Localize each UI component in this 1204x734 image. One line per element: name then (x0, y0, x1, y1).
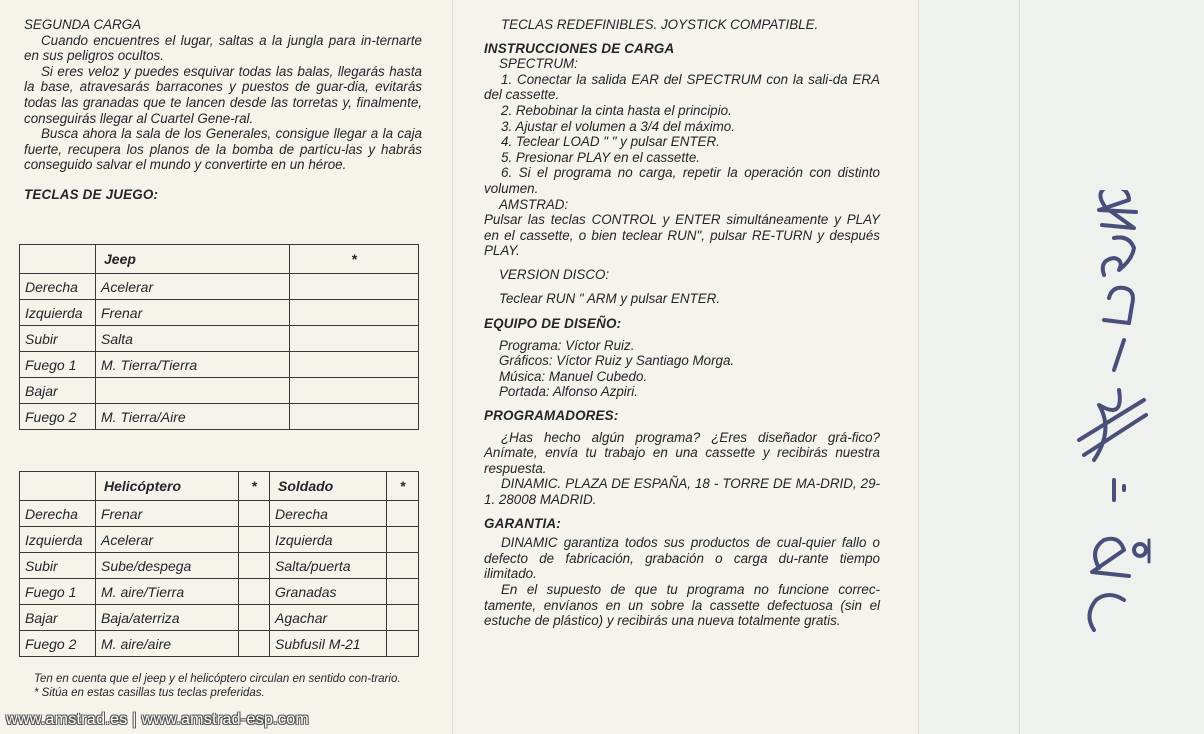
disk-instructions: Teclear RUN " ARM y pulsar ENTER. (499, 290, 721, 306)
table-cell: Sube/despega (96, 553, 239, 579)
header-cell: * (290, 245, 419, 274)
table-cell: Izquierda (270, 527, 387, 553)
table-row (20, 300, 419, 326)
warranty-title: GARANTIA: (484, 515, 561, 531)
amstrad-instructions: Pulsar las teclas CONTROL y ENTER simultáneamente y PLAY en el cassette, o bien teclear RUN", pulsar RE-TURN y después PLAY. (484, 212, 880, 259)
table-header-row (20, 245, 419, 274)
table-cell: Izquierda (20, 527, 96, 553)
table-row (20, 631, 419, 657)
table-cell: Derecha (20, 501, 96, 527)
table-cell (387, 527, 419, 553)
header-cell: * (387, 472, 419, 501)
table-cell: Fuego 1 (20, 352, 96, 378)
dinamic-address: DINAMIC. PLAZA DE ESPAÑA, 18 - TORRE DE MA-DRID, 29-1. 28008 MADRID. (484, 476, 880, 508)
table-cell (239, 553, 270, 579)
amstrad-label: AMSTRAD: (499, 196, 569, 212)
table-cell (387, 631, 419, 657)
table-cell: Izquierda (20, 300, 96, 326)
table-cell (290, 274, 419, 300)
table-cell (387, 579, 419, 605)
footnote-preferred-keys: * Sitúa en estas casillas tus teclas preferidas. (34, 687, 265, 699)
design-team-title: EQUIPO DE DISEÑO: (484, 316, 622, 332)
table-cell: Frenar (96, 501, 239, 527)
table-cell (239, 527, 270, 553)
table-cell: Subir (20, 326, 96, 352)
team-member: Programa: Víctor Ruiz. (499, 337, 635, 353)
left-column (24, 17, 422, 203)
table-cell: M. aire/aire (96, 631, 239, 657)
helicopter-soldier-keys-table (19, 471, 419, 657)
spectrum-step: 5. Presionar PLAY en el cassette. (501, 149, 700, 165)
table-cell (239, 501, 270, 527)
table-cell (239, 631, 270, 657)
table-cell (387, 501, 419, 527)
team-member: Gráficos: Víctor Ruiz y Santiago Morga. (499, 353, 735, 369)
redefinable-keys-note: TECLAS REDEFINIBLES. JOYSTICK COMPATIBLE. (501, 17, 819, 32)
table-row (20, 352, 419, 378)
table-cell: Subfusil M-21 (270, 631, 387, 657)
table-cell (290, 326, 419, 352)
table-cell: Frenar (96, 300, 290, 326)
header-cell: Helicóptero (96, 472, 239, 501)
header-cell: Jeep (96, 245, 290, 274)
table-cell: Baja/aterriza (96, 605, 239, 631)
story-paragraph: Busca ahora la sala de los Generales, consigue llegar a la caja fuerte, recupera los planos de la bomba de partícu-las y habrás conseguido salvar el mundo y convertirte en un héroe. (24, 126, 422, 173)
table-row (20, 326, 419, 352)
table-cell: Derecha (270, 501, 387, 527)
table-cell: Salta/puerta (270, 553, 387, 579)
spectrum-label: SPECTRUM: (499, 56, 578, 72)
header-cell: * (239, 472, 270, 501)
spectrum-step: 3. Ajustar el volumen a 3/4 del máximo. (501, 118, 735, 134)
table-cell: M. Tierra/Tierra (96, 352, 290, 378)
table-cell (239, 605, 270, 631)
spectrum-step: 1. Conectar la salida EAR del SPECTRUM con la sali-da ERA del cassette. (484, 71, 880, 103)
table-cell (239, 579, 270, 605)
jeep-keys-table (19, 244, 419, 430)
table-row (20, 501, 419, 527)
header-cell: Soldado (270, 472, 387, 501)
spectrum-step: 2. Rebobinar la cinta hasta el principio. (501, 102, 732, 118)
table-cell: Acelerar (96, 274, 290, 300)
table-cell (387, 553, 419, 579)
story-paragraph: Si eres veloz y puedes esquivar todas las balas, llegarás hasta la base, atravesarás barracones y puestos de guar-dia, evitarás todas las granadas que te lancen desde las torretas y, finalmente, conseguirás llegar al Cuartel Gene-ral. (24, 63, 422, 126)
programmers-text: ¿Has hecho algún programa? ¿Eres diseñador grá-fico? Anímate, envía tu trabajo en una cassette y recibirás nuestra respuesta. (484, 429, 880, 476)
table-row (20, 404, 419, 430)
header-cell (20, 472, 96, 501)
table-cell (290, 352, 419, 378)
table-row (20, 553, 419, 579)
handwritten-note (1074, 190, 1164, 650)
table-cell (290, 300, 419, 326)
table-row (20, 579, 419, 605)
footnote-direction: Ten en cuenta que el jeep y el helicóptero circulan en sentido con-trario. (34, 673, 401, 685)
table-row (20, 527, 419, 553)
story-paragraph: Cuando encuentres el lugar, saltas a la jungla para in-ternarte en sus peligros ocultos. (24, 32, 422, 64)
site-watermark: www.amstrad.es | www.amstrad-esp.com (6, 711, 310, 728)
table-cell (387, 605, 419, 631)
table-cell: Bajar (20, 378, 96, 404)
table-cell: Granadas (270, 579, 387, 605)
table-row (20, 378, 419, 404)
table-cell (290, 404, 419, 430)
section-title: SEGUNDA CARGA (24, 17, 142, 32)
table-cell (96, 378, 290, 404)
table-row (20, 605, 419, 631)
warranty-text: En el supuesto de que tu programa no funcione correc-tamente, envíanos en un sobre la cassette defectuosa (sin el estuche de plástico) y recibirás una nueva totalmente gratis. (484, 582, 880, 629)
table-cell: Bajar (20, 605, 96, 631)
fold-line (1019, 0, 1020, 734)
table-cell: M. aire/Tierra (96, 579, 239, 605)
keys-title: TECLAS DE JUEGO: (24, 186, 159, 202)
table-cell: Fuego 2 (20, 404, 96, 430)
spectrum-step: 4. Teclear LOAD " " y pulsar ENTER. (501, 134, 720, 150)
team-member: Portada: Alfonso Azpiri. (499, 384, 638, 400)
table-footnote (34, 672, 420, 700)
table-cell: Agachar (270, 605, 387, 631)
spectrum-step: 6. Si el programa no carga, repetir la operación con distinto volumen. (484, 165, 880, 196)
table-cell: Fuego 1 (20, 579, 96, 605)
load-instructions-title: INSTRUCCIONES DE CARGA (484, 40, 675, 56)
header-cell (20, 245, 96, 274)
team-member: Música: Manuel Cubedo. (499, 368, 648, 384)
table-cell: Salta (96, 326, 290, 352)
middle-column (484, 17, 880, 629)
table-row (20, 274, 419, 300)
table-header-row (20, 472, 419, 501)
disk-version-label: VERSION DISCO: (499, 266, 610, 282)
programmers-title: PROGRAMADORES: (484, 408, 619, 424)
warranty-text: DINAMIC garantiza todos sus productos de cual-quier fallo o defecto de fabricación, grabación o carga du-rante tiempo ilimitado. (484, 535, 880, 582)
table-cell: Subir (20, 553, 96, 579)
table-cell: M. Tierra/Aire (96, 404, 290, 430)
table-cell: Derecha (20, 274, 96, 300)
table-cell: Acelerar (96, 527, 239, 553)
table-cell (290, 378, 419, 404)
table-cell: Fuego 2 (20, 631, 96, 657)
